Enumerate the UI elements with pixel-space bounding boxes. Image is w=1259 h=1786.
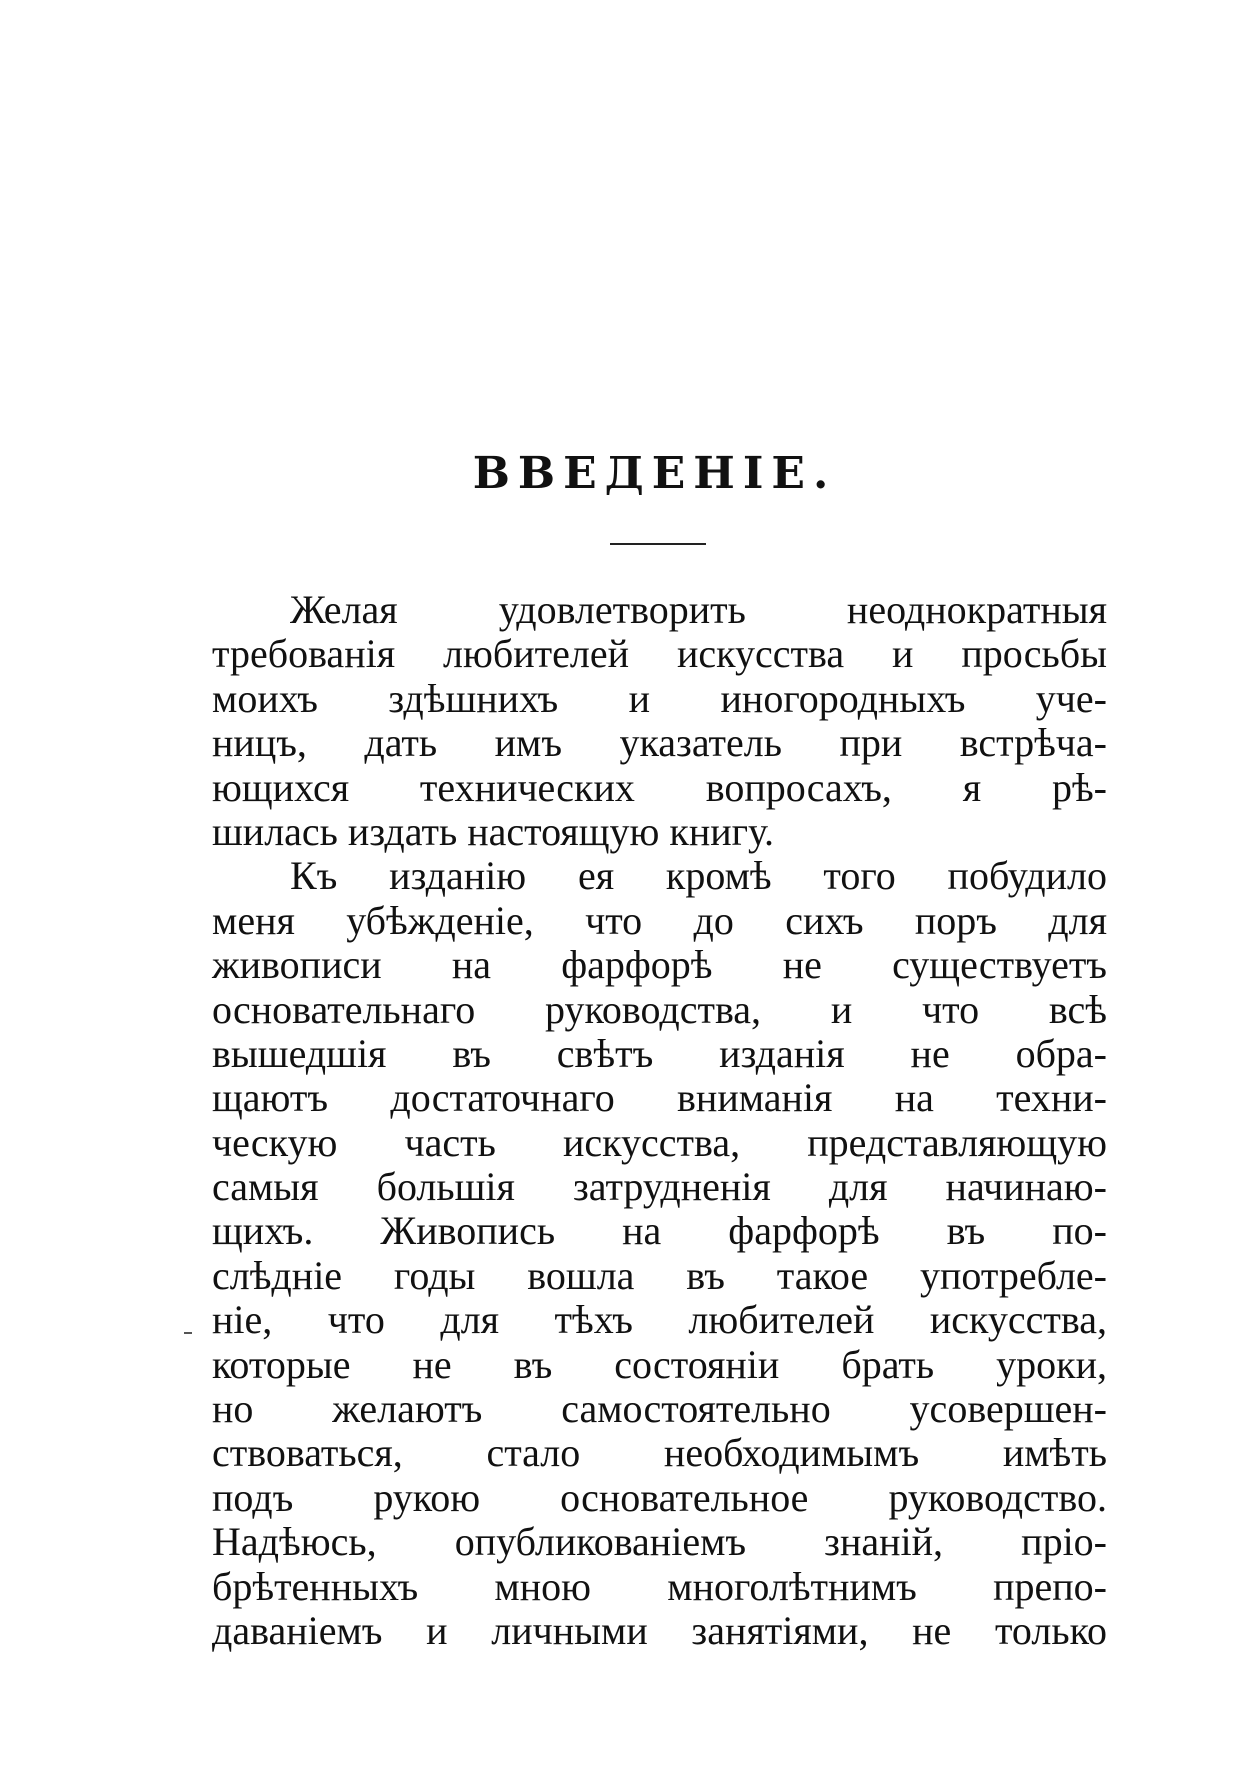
text-line: меня убѣжденіе, что до сихъ поръ для bbox=[212, 897, 1107, 943]
text-line: щихъ. Живопись на фарфорѣ въ по- bbox=[212, 1208, 1107, 1254]
margin-mark bbox=[184, 1332, 192, 1334]
text-line: ющихся технических вопросахъ, я рѣ- bbox=[212, 764, 1107, 810]
text-line: Желая удовлетворить неоднократныя bbox=[290, 587, 1107, 632]
text-line: слѣдніе годы вошла въ такое употребле- bbox=[212, 1252, 1107, 1298]
text-line: ствоваться, стало необходимымъ имѣть bbox=[212, 1430, 1107, 1476]
text-line: ческую часть искусства, представляющую bbox=[212, 1119, 1107, 1165]
text-line: шилась издать настоящую книгу. bbox=[212, 808, 775, 854]
text-line: подъ рукою основательное руководство. bbox=[212, 1474, 1107, 1520]
body-text bbox=[212, 588, 1107, 1653]
text-line: даваніемъ и личными занятіями, не только bbox=[212, 1607, 1107, 1653]
text-line: вышедшія въ свѣтъ изданія не обра- bbox=[212, 1030, 1107, 1076]
text-line: живописи на фарфорѣ не существуетъ bbox=[212, 942, 1107, 988]
text-line: самыя большія затрудненія для начинаю- bbox=[212, 1164, 1107, 1210]
text-line: но желаютъ самостоятельно усовершен- bbox=[212, 1386, 1107, 1432]
text-line: основательнаго руководства, и что всѣ bbox=[212, 986, 1107, 1032]
title-divider bbox=[610, 543, 706, 545]
text-line: которые не въ состояніи брать уроки, bbox=[212, 1341, 1107, 1387]
text-line: щаютъ достаточнаго вниманія на техни- bbox=[212, 1075, 1107, 1121]
text-line: Къ изданію ея кромѣ того побудило bbox=[290, 853, 1107, 899]
text-line: ницъ, дать имъ указатель при встрѣча- bbox=[212, 720, 1107, 766]
text-line: ніе, что для тѣхъ любителей искусства, bbox=[212, 1297, 1107, 1343]
paragraph-1 bbox=[212, 588, 1107, 854]
paragraph-2 bbox=[212, 854, 1107, 1653]
text-line: брѣтенныхъ мною многолѣтнимъ препо- bbox=[212, 1563, 1107, 1609]
text-line: Надѣюсь, опубликованіемъ знаній, прiо- bbox=[212, 1519, 1107, 1565]
text-line: требованія любителей искусства и просьбы bbox=[212, 631, 1107, 677]
page-title: ВВЕДЕНIЕ. bbox=[472, 448, 837, 499]
text-line: моихъ здѣшнихъ и иногородныхъ уче- bbox=[212, 675, 1107, 721]
